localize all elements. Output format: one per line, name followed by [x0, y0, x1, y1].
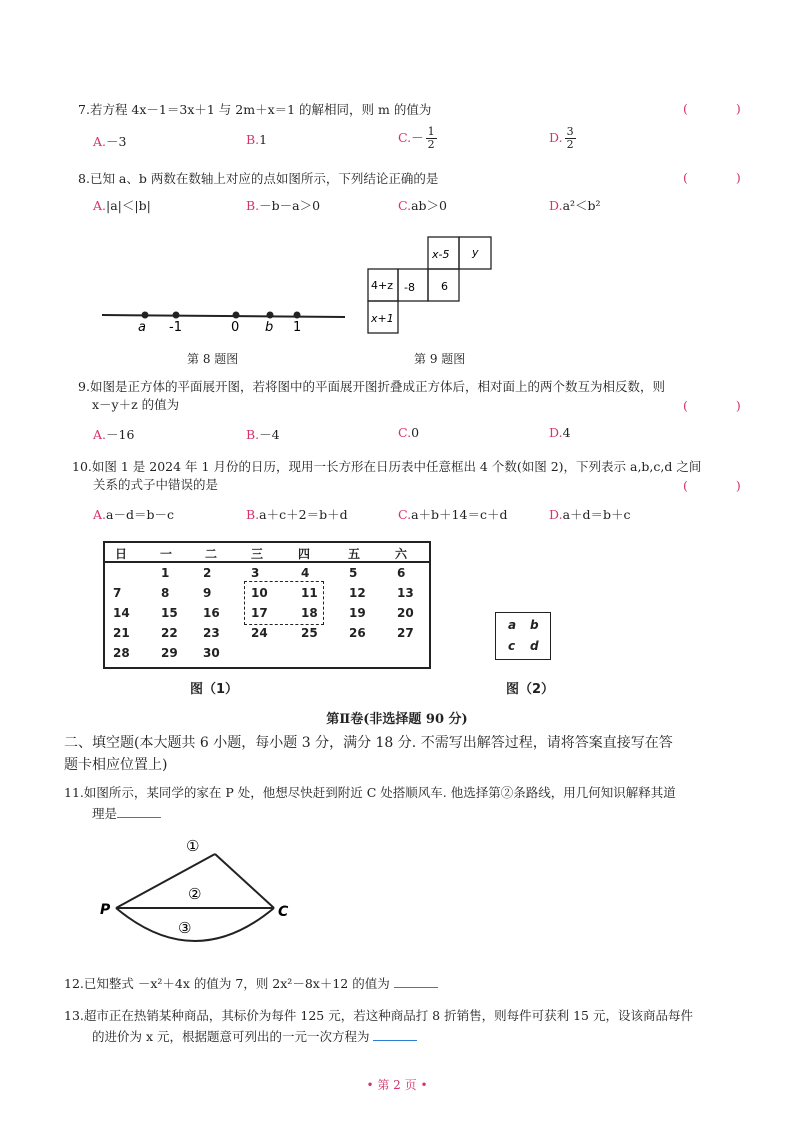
calendar-cell: 5: [349, 566, 358, 580]
caption-figure1: 图（1）: [190, 682, 239, 697]
calendar-cell: 18: [301, 606, 318, 620]
route-label-3: ③: [178, 919, 192, 937]
calendar-cell: 11: [301, 586, 318, 600]
net-cell-6: 6: [441, 280, 448, 293]
option-7d: D. $\frac{3}{2}$: [549, 125, 574, 151]
option-10d: D.a＋d＝b＋c: [549, 507, 631, 522]
question-13: 13.超市正在热销某种商品，其标价为每件 125 元，若这种商品打 8 折销售，则每件可获利 15 元，设该商品每件 的进价为 x 元，根据题意可列出的一元一次方程为: [64, 1008, 693, 1044]
calendar-cell: 9: [203, 586, 212, 600]
option-9a: A.－16: [93, 427, 135, 442]
calendar-cell: 10: [251, 586, 268, 600]
box-a: a: [508, 618, 517, 632]
calendar-cell: 30: [203, 646, 220, 660]
cal-header-fri: 五: [348, 547, 361, 561]
calendar-cell: 13: [397, 586, 414, 600]
question-9: 9.如图是正方体的平面展开图，若将图中的平面展开图折叠成正方体后，相对面上的两个数互为相反数，则 x－y＋z 的值为: [78, 379, 665, 412]
calendar-cell: 6: [397, 566, 406, 580]
cal-header-sun: 日: [115, 547, 128, 561]
cal-header-mon: 一: [160, 547, 173, 561]
numberline-label-neg1: -1: [169, 320, 182, 335]
calendar-cell: 21: [113, 626, 130, 640]
question-7: 7.若方程 4x－1＝3x＋1 与 2m＋x＝1 的解相同，则 m 的值为: [78, 102, 432, 117]
calendar-cell: 3: [251, 566, 260, 580]
calendar-cell: 7: [113, 586, 122, 600]
calendar-cell: 8: [161, 586, 170, 600]
calendar-cell: 15: [161, 606, 178, 620]
box-c: c: [508, 639, 516, 653]
option-10a: A.a－d＝b－c: [93, 507, 174, 522]
box-d: d: [530, 639, 539, 653]
calendar-cell: 4: [301, 566, 310, 580]
question-12: 12.已知整式 －x²＋4x 的值为 7，则 2x²－8x＋12 的值为: [64, 975, 744, 993]
answer-blank-13: [373, 1028, 417, 1041]
caption-q9: 第 9 题图: [414, 352, 466, 366]
cal-header-wed: 三: [251, 547, 264, 561]
route-point-c: C: [278, 904, 289, 920]
cal-header-sat: 六: [395, 547, 408, 561]
answer-paren-8: ( ): [683, 170, 763, 185]
net-cell-4+z: 4+z: [371, 279, 393, 292]
option-9c: C.0: [398, 425, 420, 440]
calendar-cell: 14: [113, 606, 130, 620]
cube-net-figure: [366, 235, 496, 335]
answer-paren-10: ( ): [683, 478, 763, 493]
route-figure: [98, 832, 298, 957]
calendar-cell: 12: [349, 586, 366, 600]
cal-header-tue: 二: [205, 547, 218, 561]
question-11: 11.如图所示，某同学的家在 P 处，他想尽快赶到附近 C 处搭顺风车. 他选择第②条路线，用几何知识解释其道 理是: [64, 785, 676, 821]
calendar-cell: 26: [349, 626, 366, 640]
numberline-label-b: b: [265, 320, 274, 335]
caption-figure2: 图（2）: [506, 682, 555, 697]
calendar-cell: 17: [251, 606, 268, 620]
route-point-p: P: [100, 902, 111, 918]
net-cell-x-5: x-5: [432, 248, 450, 261]
answer-blank-11: [117, 805, 161, 818]
answer-blank-12: [394, 975, 438, 988]
option-9d: D.4: [549, 425, 571, 440]
calendar-cell: 16: [203, 606, 220, 620]
net-cell-x+1: x+1: [371, 312, 394, 325]
calendar-cell: 20: [397, 606, 414, 620]
box-b: b: [530, 618, 539, 632]
option-8b: B.－b－a＞0: [246, 198, 321, 213]
answer-paren-7: ( ): [683, 101, 763, 116]
calendar-cell: 19: [349, 606, 366, 620]
option-7a: A.－3: [93, 134, 127, 149]
calendar-figure: [103, 541, 431, 669]
calendar-cell: 23: [203, 626, 220, 640]
calendar-cell: 25: [301, 626, 318, 640]
section-2-title: 第Ⅱ卷(非选择题 90 分): [326, 712, 468, 727]
calendar-cell: 29: [161, 646, 178, 660]
option-7c: C.－ $\frac{1}{2}$: [398, 125, 435, 151]
section-2-heading: 二、填空题(本大题共 6 小题，每小题 3 分，满分 18 分. 不需写出解答过程，请将答案直接写在答 题卡相应位置上): [64, 735, 673, 773]
numberline-label-1: 1: [293, 320, 302, 335]
route-label-1: ①: [186, 837, 200, 855]
question-8: 8.已知 a、b 两数在数轴上对应的点如图所示，下列结论正确的是: [78, 171, 439, 186]
box-figure2: [495, 612, 551, 660]
calendar-cell: 28: [113, 646, 130, 660]
net-cell--8: -8: [404, 281, 415, 294]
option-8a: A.|a|＜|b|: [93, 198, 151, 213]
option-9b: B.－4: [246, 427, 280, 442]
answer-paren-9: ( ): [683, 398, 763, 413]
option-7b: B.1: [246, 132, 268, 147]
route-label-2: ②: [188, 885, 202, 903]
net-cell-y: y: [472, 246, 479, 259]
calendar-cell: 24: [251, 626, 268, 640]
option-8c: C.ab＞0: [398, 198, 448, 213]
option-10b: B.a＋c＋2＝b＋d: [246, 507, 348, 522]
option-8d: D.a²＜b²: [549, 198, 601, 213]
numberline-label-a: a: [138, 320, 146, 335]
cal-header-thu: 四: [298, 547, 311, 561]
calendar-cell: 22: [161, 626, 178, 640]
numberline-label-0: 0: [231, 320, 240, 335]
calendar-cell: 1: [161, 566, 170, 580]
question-10: 10.如图 1 是 2024 年 1 月份的日历，现用一长方形在日历表中任意框出 4 个数(如图 2)，下列表示 a,b,c,d 之间 关系的式子中错误的是: [72, 459, 702, 492]
caption-q8: 第 8 题图: [187, 352, 239, 366]
page-footer: • 第 2 页 •: [366, 1078, 428, 1092]
option-10c: C.a＋b＋14＝c＋d: [398, 507, 508, 522]
calendar-cell: 2: [203, 566, 212, 580]
number-line-figure: [100, 298, 350, 343]
calendar-cell: 27: [397, 626, 414, 640]
